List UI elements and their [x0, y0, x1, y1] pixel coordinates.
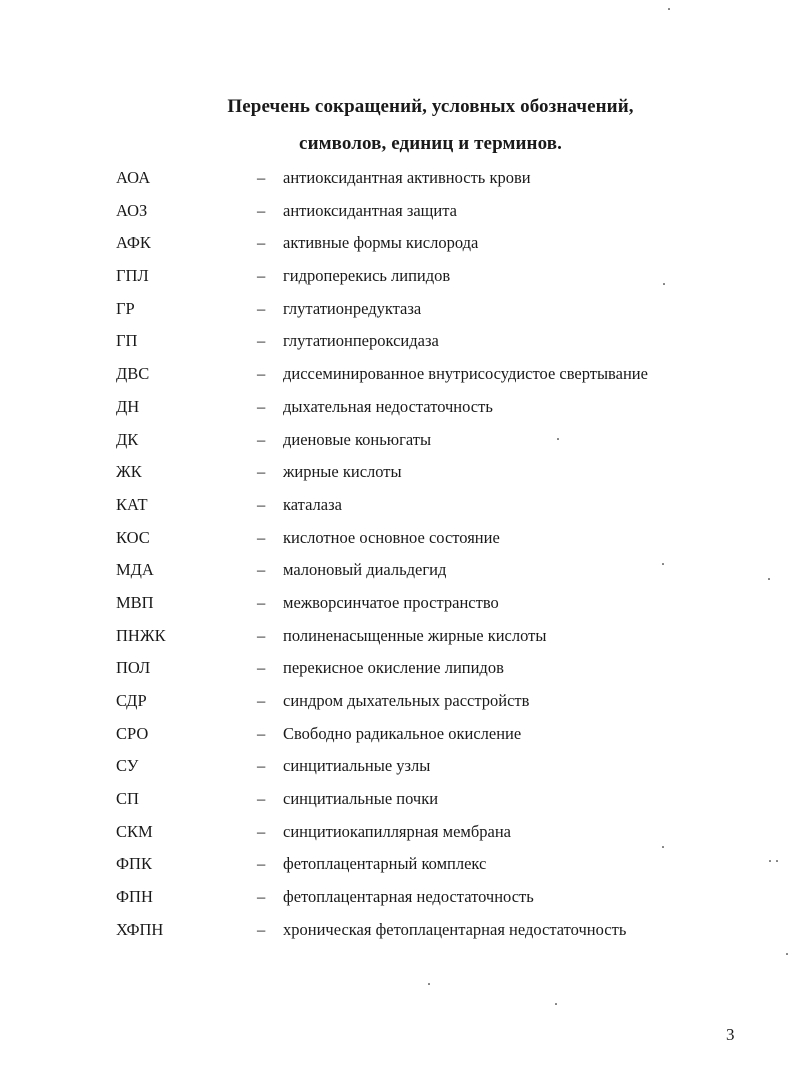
abbreviation-entry [0, 589, 795, 622]
abbreviation-entry [0, 197, 795, 230]
abbreviation-entry [0, 556, 795, 589]
abbreviation-definition: диеновые коньюгаты [283, 429, 432, 449]
dash-separator: – [257, 331, 266, 351]
abbreviation-definition: малоновый диальдегид [283, 560, 447, 580]
abbreviation-entry [0, 393, 795, 426]
scan-speck [668, 8, 670, 10]
abbreviation-term: СУ [116, 756, 139, 776]
dash-separator: – [257, 429, 266, 449]
scan-speck [428, 983, 430, 985]
scan-speck [662, 563, 664, 565]
dash-separator: – [257, 625, 266, 645]
abbreviation-entry [0, 883, 795, 916]
abbreviation-term: ЖК [116, 462, 142, 482]
scan-speck [776, 860, 778, 862]
abbreviation-definition: межворсинчатое пространство [283, 592, 499, 612]
abbreviation-entry [0, 491, 795, 524]
abbreviation-definition: глутатионредуктаза [283, 298, 422, 318]
abbreviation-term: АОА [116, 168, 151, 187]
dash-separator: – [257, 560, 266, 580]
abbreviation-definition: гидроперекись липидов [283, 266, 451, 286]
dash-separator: – [257, 200, 266, 220]
abbreviation-definition: диссеминированное внутрисосудистое свертывание [283, 364, 648, 384]
dash-separator: – [257, 854, 266, 874]
scan-speck [769, 860, 771, 862]
scan-speck [662, 846, 664, 848]
dash-separator: – [257, 396, 266, 416]
dash-separator: – [257, 658, 266, 678]
dash-separator: – [257, 691, 266, 710]
abbreviation-definition: Свободно радикальное окисление [283, 723, 522, 743]
scan-speck [768, 578, 770, 580]
dash-separator: – [257, 364, 266, 384]
abbreviation-definition: глутатионпероксидаза [283, 331, 439, 351]
dash-separator: – [257, 723, 266, 743]
abbreviation-term: СКМ [116, 821, 153, 841]
abbreviation-definition: синцитиальные узлы [283, 756, 431, 776]
abbreviation-definition: антиоксидантная активность крови [283, 168, 531, 187]
abbreviation-term: ПОЛ [116, 658, 151, 678]
abbreviation-entry [0, 229, 795, 262]
abbreviation-term: ГПЛ [116, 266, 149, 286]
abbreviation-definition: фетоплацентарная недостаточность [283, 887, 534, 907]
dash-separator: – [257, 494, 266, 514]
dash-separator: – [257, 298, 266, 318]
abbreviation-entry [0, 262, 795, 295]
abbreviation-term: АФК [116, 233, 151, 253]
abbreviation-definition: дыхательная недостаточность [283, 396, 493, 416]
abbreviation-entry [0, 818, 795, 851]
page-title-line-2: символов, единиц и терминов. [299, 133, 562, 154]
abbreviation-term: ДН [116, 396, 140, 416]
abbreviation-definition: синцитиальные почки [283, 789, 439, 809]
abbreviation-term: КАТ [116, 494, 148, 514]
abbreviation-term: ДВС [116, 364, 150, 384]
dash-separator: – [257, 821, 266, 841]
abbreviation-definition: перекисное окисление липидов [283, 658, 504, 678]
dash-separator: – [257, 756, 266, 776]
abbreviation-term: ГР [116, 298, 135, 318]
scan-speck [555, 1003, 557, 1005]
abbreviation-term: ФПК [116, 854, 152, 874]
abbreviation-definition: каталаза [283, 494, 342, 514]
abbreviation-entry [0, 622, 795, 655]
abbreviation-term: ДК [116, 429, 139, 449]
dash-separator: – [257, 462, 266, 482]
dash-separator: – [257, 919, 266, 939]
abbreviation-entry [0, 850, 795, 883]
abbreviation-term: МДА [116, 560, 154, 580]
abbreviation-entry [0, 426, 795, 459]
page-number: 3 [726, 1025, 735, 1044]
abbreviation-definition: жирные кислоты [283, 462, 402, 482]
abbreviation-entry [0, 295, 795, 328]
abbreviation-definition: синцитиокапиллярная мембрана [283, 821, 511, 841]
abbreviation-definition: активные формы кислорода [283, 233, 479, 253]
abbreviation-list [0, 164, 795, 949]
abbreviation-entry [0, 360, 795, 393]
dash-separator: – [257, 789, 266, 809]
abbreviation-entry [0, 720, 795, 753]
dash-separator: – [257, 527, 266, 547]
abbreviation-term: ФПН [116, 887, 153, 907]
abbreviation-term: АОЗ [116, 200, 148, 220]
abbreviation-term: СП [116, 789, 139, 809]
abbreviation-entry [0, 327, 795, 360]
abbreviation-term: ХФПН [116, 919, 164, 939]
abbreviation-term: ГП [116, 331, 138, 351]
dash-separator: – [257, 266, 266, 286]
abbreviation-entry [0, 654, 795, 687]
scan-speck [786, 953, 788, 955]
abbreviation-definition: полиненасыщенные жирные кислоты [283, 625, 547, 645]
dash-separator: – [257, 887, 266, 907]
page-title-line-1: Перечень сокращений, условных обозначений, [227, 96, 634, 117]
abbreviation-term: КОС [116, 527, 150, 547]
abbreviation-entry [0, 164, 795, 197]
abbreviation-entry [0, 785, 795, 818]
scan-speck [663, 283, 665, 285]
abbreviation-entry [0, 524, 795, 557]
abbreviation-entry [0, 458, 795, 491]
abbreviation-entry [0, 752, 795, 785]
abbreviation-definition: фетоплацентарный комплекс [283, 854, 487, 874]
abbreviation-term: МВП [116, 592, 154, 612]
abbreviation-entry [0, 916, 795, 949]
abbreviation-term: СДР [116, 691, 147, 710]
dash-separator: – [257, 592, 266, 612]
scan-speck [557, 438, 559, 440]
abbreviation-definition: кислотное основное состояние [283, 527, 500, 547]
dash-separator: – [257, 168, 266, 187]
abbreviation-definition: синдром дыхательных расстройств [283, 691, 530, 710]
abbreviation-entry [0, 687, 795, 720]
abbreviation-term: ПНЖК [116, 625, 166, 645]
abbreviation-definition: хроническая фетоплацентарная недостаточность [283, 919, 627, 939]
abbreviation-definition: антиоксидантная защита [283, 200, 457, 220]
dash-separator: – [257, 233, 266, 253]
abbreviation-term: СРО [116, 723, 149, 743]
